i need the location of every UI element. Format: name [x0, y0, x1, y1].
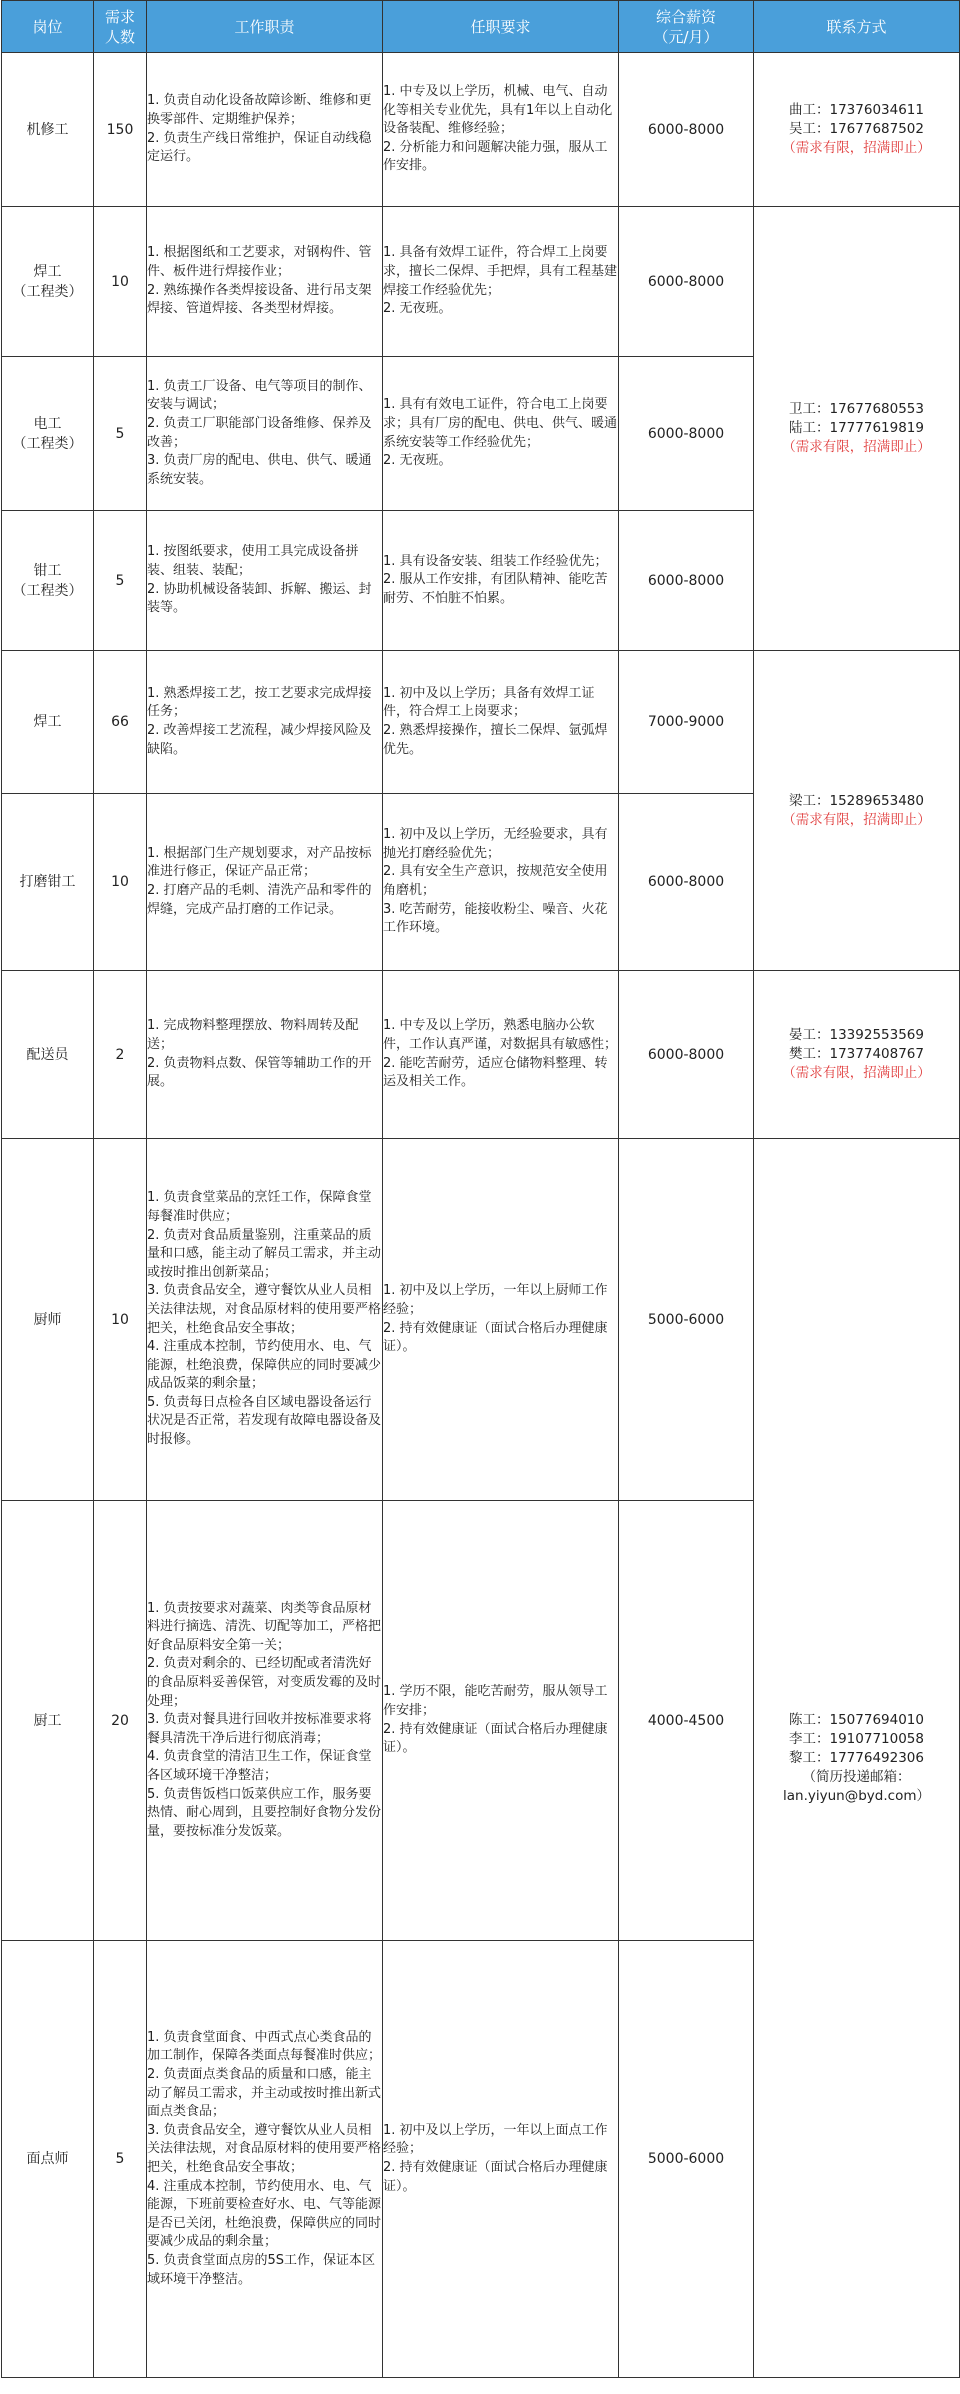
duty-item: 3. 负责食品安全，遵守餐饮从业人员相关法律法规，对食品原材料的使用要严格把关，杜绝食品安全事故； [147, 2122, 382, 2175]
duties-cell [147, 1139, 383, 1501]
duties-cell [147, 1501, 383, 1941]
duty-item: 1. 负责工厂设备、电气等项目的制作、安装与调试； [147, 378, 372, 413]
salary-cell: 6000-8000 [619, 357, 754, 511]
duty-item: 5. 负责售饭档口饭菜供应工作，服务要热情、耐心周到，且要控制好食物分发份量，要按标准分发饭菜。 [147, 1786, 382, 1839]
duties-cell [147, 53, 383, 207]
salary-cell: 6000-8000 [619, 53, 754, 207]
requirement-item: 1. 学历不限，能吃苦耐劳，服从领导工作安排； [383, 1684, 608, 1718]
duty-item: 1. 根据部门生产规划要求，对产品按标准进行修正，保证产品正常； [147, 845, 372, 880]
requirement-item: 1. 具备有效焊工证件，符合焊工上岗要求，擅长二保焊、手把焊，具有工程基建焊接工作经验优先； [383, 245, 618, 298]
duty-item: 4. 注重成本控制，节约使用水、电、气能源，杜绝浪费，保障供应的同时要减少成品饭菜的剩余量； [147, 1339, 382, 1392]
header-position: 岗位 [2, 1, 94, 53]
contact-cell [754, 651, 960, 971]
duty-item: 2. 打磨产品的毛刺、清洗产品和零件的焊缝，完成产品打磨的工作记录。 [147, 883, 372, 917]
duty-item: 1. 负责食堂面食、中西式点心类食品的加工制作，保障各类面点每餐准时供应； [147, 2029, 382, 2064]
position-cell [2, 53, 94, 207]
requirement-item: 1. 中专及以上学历，熟悉电脑办公软件，工作认真严谨，对数据具有敏感性； [383, 1018, 618, 1052]
table-header-row [2, 1, 960, 53]
contact-line: 晏工：13392553569 [789, 1027, 924, 1043]
contact-line: 梁工：15289653480 [789, 792, 924, 809]
requirement-item: 2. 分析能力和问题解决能力强，服从工作安排。 [383, 139, 608, 174]
position-cell [2, 511, 94, 651]
header-contact: 联系方式 [754, 1, 960, 53]
duties-cell [147, 357, 383, 511]
duty-item: 2. 负责对剩余的、已经切配或者清洗好的食品原料妥善保管，对变质发霉的及时处理； [147, 1656, 382, 1709]
count-cell: 150 [94, 53, 147, 207]
position-cell [2, 357, 94, 511]
count-cell: 20 [94, 1501, 147, 1941]
requirements-cell [383, 794, 619, 971]
duty-item: 1. 根据图纸和工艺要求，对钢构件、管件、板件进行焊接作业； [147, 245, 372, 279]
position-name: 打磨钳工 [19, 874, 76, 890]
position-cell [2, 1941, 94, 2378]
duty-item: 1. 负责食堂菜品的烹饪工作，保障食堂每餐准时供应； [147, 1190, 372, 1224]
requirement-item: 3. 吃苦耐劳，能接收粉尘、噪音、火花工作环境。 [383, 901, 608, 936]
requirement-item: 1. 具有有效电工证件，符合电工上岗要求；具有厂房的配电、供电、供气、暖通系统安装等工作经验优先； [383, 397, 618, 450]
contact-note: （需求有限，招满即止） [782, 439, 931, 455]
position-name: 配送员 [26, 1046, 69, 1063]
position-name: （工程类） [12, 283, 83, 300]
requirement-item: 2. 无夜班。 [383, 301, 452, 317]
duty-item: 3. 负责对餐具进行回收并按标准要求将餐具清洗干净后进行彻底消毒； [147, 1712, 372, 1746]
duty-item: 2. 负责物料点数、保管等辅助工作的开展。 [147, 1055, 372, 1090]
header-salary-line: 综合薪资 [655, 7, 716, 26]
duty-item: 2. 改善焊接工艺流程，减少焊接风险及缺陷。 [147, 723, 372, 757]
count-cell: 5 [94, 1941, 147, 2378]
duty-item: 1. 完成物料整理摆放、物料周转及配送； [147, 1018, 359, 1052]
contact-line: 吴工：17677687502 [789, 121, 924, 137]
position-cell [2, 1139, 94, 1501]
duties-cell [147, 971, 383, 1139]
requirement-item: 1. 初中及以上学历，一年以上面点工作经验； [383, 2122, 608, 2157]
position-name: 焊工 [33, 263, 62, 280]
requirements-cell [383, 53, 619, 207]
requirement-item: 2. 持有效健康证（面试合格后办理健康证）。 [383, 1320, 608, 1355]
header-salary-line: （元/月） [653, 27, 719, 46]
salary-cell: 6000-8000 [619, 511, 754, 651]
contact-cell [754, 1139, 960, 2378]
requirements-cell [383, 207, 619, 357]
duty-item: 4. 注重成本控制，节约使用水、电、气能源，下班前要检查好水、电、气等能源是否已关闭，杜绝浪费，保障供应的同时要减少成品的剩余量； [147, 2178, 382, 2250]
duties-cell [147, 794, 383, 971]
duty-item: 2. 负责生产线日常维护，保证自动线稳定运行。 [147, 130, 372, 165]
requirement-item: 2. 无夜班。 [383, 453, 452, 469]
header-count-line: 人数 [104, 27, 135, 46]
salary-cell: 6000-8000 [619, 794, 754, 971]
requirement-item: 2. 能吃苦耐劳，适应仓储物料整理、转运及相关工作。 [383, 1055, 608, 1090]
count-cell: 10 [94, 207, 147, 357]
table-row [2, 53, 960, 207]
count-cell: 2 [94, 971, 147, 1139]
table-row [2, 971, 960, 1139]
duties-cell [147, 207, 383, 357]
requirement-item: 1. 初中及以上学历，无经验要求，具有抛光打磨经验优先； [383, 827, 608, 861]
contact-note: （需求有限，招满即止） [782, 1065, 931, 1081]
requirements-cell [383, 1941, 619, 2378]
contact-line: 曲工：17376034611 [789, 102, 924, 118]
header-count-line: 需求 [104, 7, 135, 26]
requirement-item: 2. 持有效健康证（面试合格后办理健康证）。 [383, 2160, 608, 2194]
position-cell [2, 207, 94, 357]
duty-item: 2. 负责工厂职能部门设备维修、保养及改善； [147, 415, 372, 450]
duty-item: 1. 负责按要求对蔬菜、肉类等食品原材料进行摘选、清洗、切配等加工，严格把好食品原料安全第一关； [147, 1600, 382, 1653]
count-cell: 5 [94, 511, 147, 651]
header-duties: 工作职责 [147, 1, 383, 53]
position-name: 厨师 [33, 1311, 62, 1328]
duties-cell [147, 651, 383, 794]
requirement-item: 2. 服从工作安排，有团队精神、能吃苦耐劳、不怕脏不怕累。 [383, 572, 608, 606]
salary-cell: 6000-8000 [619, 207, 754, 357]
header-requirements: 任职要求 [383, 1, 619, 53]
requirement-item: 2. 具有安全生产意识，按规范安全使用角磨机； [383, 864, 608, 898]
requirements-cell [383, 971, 619, 1139]
count-cell: 10 [94, 1139, 147, 1501]
requirements-cell [383, 357, 619, 511]
duty-item: 4. 负责食堂的清洁卫生工作，保证食堂各区域环境干净整洁； [147, 1749, 372, 1783]
requirement-item: 1. 具有设备安装、组装工作经验优先； [383, 553, 608, 569]
header-count [94, 1, 147, 53]
position-name: 机修工 [26, 121, 69, 138]
duty-item: 2. 熟练操作各类焊接设备、进行吊支架焊接、管道焊接、各类型材焊接。 [147, 282, 372, 317]
position-cell [2, 1501, 94, 1941]
position-name: 钳工 [33, 562, 62, 579]
requirements-cell [383, 651, 619, 794]
requirement-item: 2. 持有效健康证（面试合格后办理健康证）。 [383, 1721, 608, 1756]
job-table [1, 0, 960, 2378]
position-name: 焊工 [33, 714, 62, 730]
contact-note: （需求有限，招满即止） [782, 811, 931, 828]
duty-item: 1. 负责自动化设备故障诊断、维修和更换零部件、定期维护保养； [147, 93, 372, 127]
duty-item: 5. 负责每日点检各自区域电器设备运行状况是否正常，若发现有故障电器设备及时报修。 [147, 1394, 382, 1448]
salary-cell: 5000-6000 [619, 1139, 754, 1501]
position-name: 面点师 [26, 2151, 69, 2167]
salary-cell: 4000-4500 [619, 1501, 754, 1941]
requirements-cell [383, 1501, 619, 1941]
contact-line: （简历投递邮箱： [802, 1768, 911, 1785]
contact-line: 陈工：15077694010 [789, 1711, 924, 1728]
header-salary [619, 1, 754, 53]
contact-line: 黎工：17776492306 [789, 1749, 924, 1766]
contact-line: lan.yiyun@byd.com） [783, 1787, 930, 1804]
position-cell [2, 651, 94, 794]
salary-cell: 5000-6000 [619, 1941, 754, 2378]
duty-item: 2. 负责面点类食品的质量和口感，能主动了解员工需求，并主动或按时推出新式面点类食品； [147, 2067, 382, 2120]
contact-cell [754, 971, 960, 1139]
contact-line: 樊工：17377408767 [789, 1046, 924, 1062]
table-row [2, 1139, 960, 1501]
duty-item: 2. 负责对食品质量鉴别，注重菜品的质量和口感，能主动了解员工需求，并主动或按时推出创新菜品； [147, 1227, 382, 1280]
duty-item: 1. 熟悉焊接工艺，按工艺要求完成焊接任务； [147, 685, 372, 720]
duty-item: 3. 负责厂房的配电、供电、供气、暖通系统安装。 [147, 453, 372, 487]
contact-line: 陆工：17777619819 [789, 420, 924, 436]
duty-item: 3. 负责食品安全，遵守餐饮从业人员相关法律法规，对食品原材料的使用要严格把关，杜绝食品安全事故； [147, 1283, 382, 1336]
contact-line: 卫工：17677680553 [789, 401, 924, 417]
requirement-item: 1. 初中及以上学历；具备有效焊工证件，符合焊工上岗要求； [383, 685, 595, 720]
requirement-item: 1. 初中及以上学历，一年以上厨师工作经验； [383, 1283, 608, 1317]
table-row [2, 207, 960, 357]
position-cell [2, 971, 94, 1139]
count-cell: 66 [94, 651, 147, 794]
duties-cell [147, 1941, 383, 2378]
contact-cell [754, 53, 960, 207]
requirements-cell [383, 511, 619, 651]
duties-cell [147, 511, 383, 651]
count-cell: 5 [94, 357, 147, 511]
table-body [2, 53, 960, 2378]
salary-cell: 6000-8000 [619, 971, 754, 1139]
count-cell: 10 [94, 794, 147, 971]
duty-item: 5. 负责食堂面点房的5S工作，保证本区域环境干净整洁。 [147, 2252, 376, 2287]
position-name: 厨工 [33, 1712, 62, 1729]
duty-item: 1. 按图纸要求，使用工具完成设备拼装、组装、装配； [147, 544, 359, 578]
position-name: 电工 [33, 415, 62, 432]
position-cell [2, 794, 94, 971]
requirements-cell [383, 1139, 619, 1501]
position-name: （工程类） [12, 435, 83, 452]
position-name: （工程类） [12, 582, 83, 599]
requirement-item: 2. 熟悉焊接操作，擅长二保焊、氩弧焊优先。 [383, 723, 608, 757]
contact-cell [754, 207, 960, 651]
table-row [2, 651, 960, 794]
requirement-item: 1. 中专及以上学历，机械、电气、自动化等相关专业优先，具有1年以上自动化设备装配、维修经验； [383, 84, 613, 137]
contact-line: 李工：19107710058 [789, 1730, 924, 1747]
salary-cell: 7000-9000 [619, 651, 754, 794]
duty-item: 2. 协助机械设备装卸、拆解、搬运、封装等。 [147, 581, 372, 616]
contact-note: （需求有限，招满即止） [782, 140, 931, 156]
